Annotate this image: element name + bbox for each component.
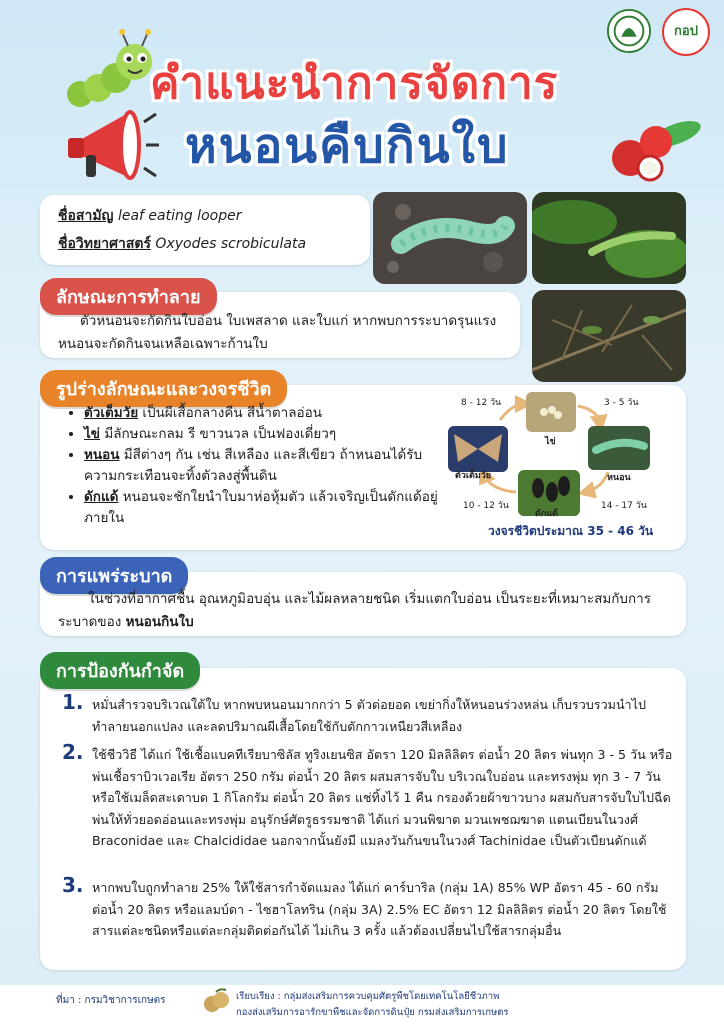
outbreak-text: ในช่วงที่อากาศชื้น อุณหภูมิอบอุ่น และไม้ผลหลายชนิด เริ่มแตกใบอ่อน เป็นระยะที่เหมาะสมกับการระบาดของ xyxy=(58,591,651,630)
control-item-2-text: ใช้ชีววิธี ได้แก่ ใช้เชื้อแบคทีเรียบาซิลัส ทูริงเยนซิส อัตรา 120 มิลลิลิตร ต่อน้ำ 20 ลิตร พ่นทุก 3 - 5 วัน หรือพ่นเชื้อราบิวเวอเรีย อัตรา 250 กรัม ต่อน้ำ 20 ลิตร ผสมสารจับใบ บริเวณใบอ่อน และทรงพุ่ม ทุก 3 - 7 วัน หรือใช้เมล็ดสะเดาบด 1 กิโลกรัม ต่อน้ำ 20 ลิตร แช่ทิ้งไว้ 1 คืน กรองด้วยผ้าขาวบาง ผสมกับสารจับใบไปฉีดพ่นให้ทั่วยอดอ่อนและทรงพุ่ม อนุรักษ์ศัตรูธรรมชาติ ได้แก่ มวนพิฆาต มวนเพชฌฆาต แตนเบียนในวงศ์ Braconidae และ Chalcididae นอกจากนั้นยังมี แมลงวันก้นขนในวงศ์ Tachinidae เป็นตัวเบียนดักแด้ xyxy=(92,747,673,848)
damage-heading: ลักษณะการทำลาย xyxy=(40,278,217,315)
scientific-name-label: ชื่อวิทยาศาสตร์ xyxy=(58,236,151,252)
agency-logo xyxy=(662,8,710,56)
agency-logo-text: กอป xyxy=(674,24,698,39)
control-item-3-number: 3. xyxy=(62,873,84,897)
lifecycle-item-adult: • ตัวเต็มวัย เป็นผีเสื้อกลางคืน สีน้ำตาลอ่อน xyxy=(84,403,444,424)
scientific-name-value: Oxyodes scrobiculata xyxy=(155,236,307,252)
footer-source: ที่มา : กรมวิชาการเกษตร xyxy=(56,995,166,1006)
outbreak-text-block xyxy=(58,588,674,634)
lifecycle-list xyxy=(62,403,444,529)
caterpillar-on-soil-photo xyxy=(373,192,527,284)
common-name-value: leaf eating looper xyxy=(117,208,242,224)
lifecycle-label-adult: ตัวเต็มวัย xyxy=(455,471,492,481)
lifecycle-item-pupa: • ดักแด้ หนอนจะชักใยนำใบมาห่อหุ้มตัว แล้วเจริญเป็นดักแด้อยู่ภายใน xyxy=(84,487,444,529)
lifecycle-days-adult-egg: 8 - 12 วัน xyxy=(461,398,502,408)
scientific-name-row xyxy=(58,233,306,256)
page-title-line2: หนอนคืบกินใบ xyxy=(185,118,510,174)
department-seal-icon xyxy=(606,8,652,54)
control-item-2-number: 2. xyxy=(62,740,84,764)
lifecycle-days-egg-larva: 3 - 5 วัน xyxy=(604,398,639,408)
lifecycle-days-larva-pupa: 14 - 17 วัน xyxy=(601,501,647,511)
common-name-row xyxy=(58,205,241,228)
damaged-branch-photo xyxy=(532,290,686,382)
lifecycle-label-pupa: ดักแด้ xyxy=(535,509,558,519)
footer-compiled-line1: เรียบเรียง : กลุ่มส่งเสริมการควบคุมศัตรูพืชโดยเทคโนโลยีชีวภาพ xyxy=(236,991,500,1002)
page-title-line1: คำแนะนำการจัดการ xyxy=(150,58,559,109)
outbreak-text-bold: หนอนกินใบ xyxy=(125,614,194,630)
lifecycle-days-pupa-adult: 10 - 12 วัน xyxy=(463,501,509,511)
lifecycle-item-larva: • หนอน มีสีต่างๆ กัน เช่น สีเหลือง และสีเขียว ถ้าหนอนได้รับความกระเทือนจะทิ้งตัวลงสู่พื้นดิน xyxy=(84,445,444,487)
control-item-1-text: หมั่นสำรวจบริเวณใต้ใบ หากพบหนอนมากกว่า 5 ตัวต่อยอด เขย่ากิ่งให้หนอนร่วงหล่น เก็บรวบรวมนำไปทำลายนอกแปลง และลดปริมาณผีเสื้อโดยใช้กับดักกาวเหนียวสีเหลือง xyxy=(92,697,646,734)
caterpillar-on-leaf-photo xyxy=(532,192,686,284)
lifecycle-heading: รูปร่างลักษณะและวงจรชีวิต xyxy=(40,370,287,407)
lifecycle-item-egg: • ไข่ มีลักษณะกลม รี ขาวนวล เป็นฟองเดี่ยวๆ xyxy=(84,424,444,445)
lifecycle-cycle-total: วงจรชีวิตประมาณ 35 - 46 วัน xyxy=(488,524,654,538)
lifecycle-label-egg: ไข่ xyxy=(545,437,556,447)
outbreak-heading: การแพร่ระบาด xyxy=(40,557,188,594)
common-name-label: ชื่อสามัญ xyxy=(58,208,114,224)
control-heading: การป้องกันกำจัด xyxy=(40,652,200,689)
rambutan-fruit-icon xyxy=(606,112,706,184)
longan-fruit-icon xyxy=(200,986,232,1018)
control-item-3-text: หากพบใบถูกทำลาย 25% ให้ใช้สารกำจัดแมลง ได้แก่ คาร์บาริล (กลุ่ม 1A) 85% WP อัตรา 45 - 60 กรัม ต่อน้ำ 20 ลิตร หรือแลมบ์ดา - ไซฮาโลทริน (กลุ่ม 3A) 2.5% EC อัตรา 12 มิลลิลิตร ต่อน้ำ 20 ลิตร โดยใช้สารแต่ละชนิดหรือแต่ละกลุ่มติดต่อกันได้ ไม่เกิน 3 ครั้ง แล้วต้องเปลี่ยนไปใช้สารกลุ่มอื่น xyxy=(92,880,667,938)
damage-text: ตัวหนอนจะกัดกินใบอ่อน ใบเพสลาด และใบแก่ หากพบการระบาดรุนแรง หนอนจะกัดกินจนเหลือเฉพาะก้านใบ xyxy=(58,313,497,352)
megaphone-icon xyxy=(60,100,160,190)
lifecycle-label-larva: หนอน xyxy=(607,473,631,483)
control-item-1-number: 1. xyxy=(62,690,84,714)
footer-compiled-line2: กองส่งเสริมการอารักขาพืชและจัดการดินปุ๋ย กรมส่งเสริมการเกษตร xyxy=(236,1007,509,1018)
